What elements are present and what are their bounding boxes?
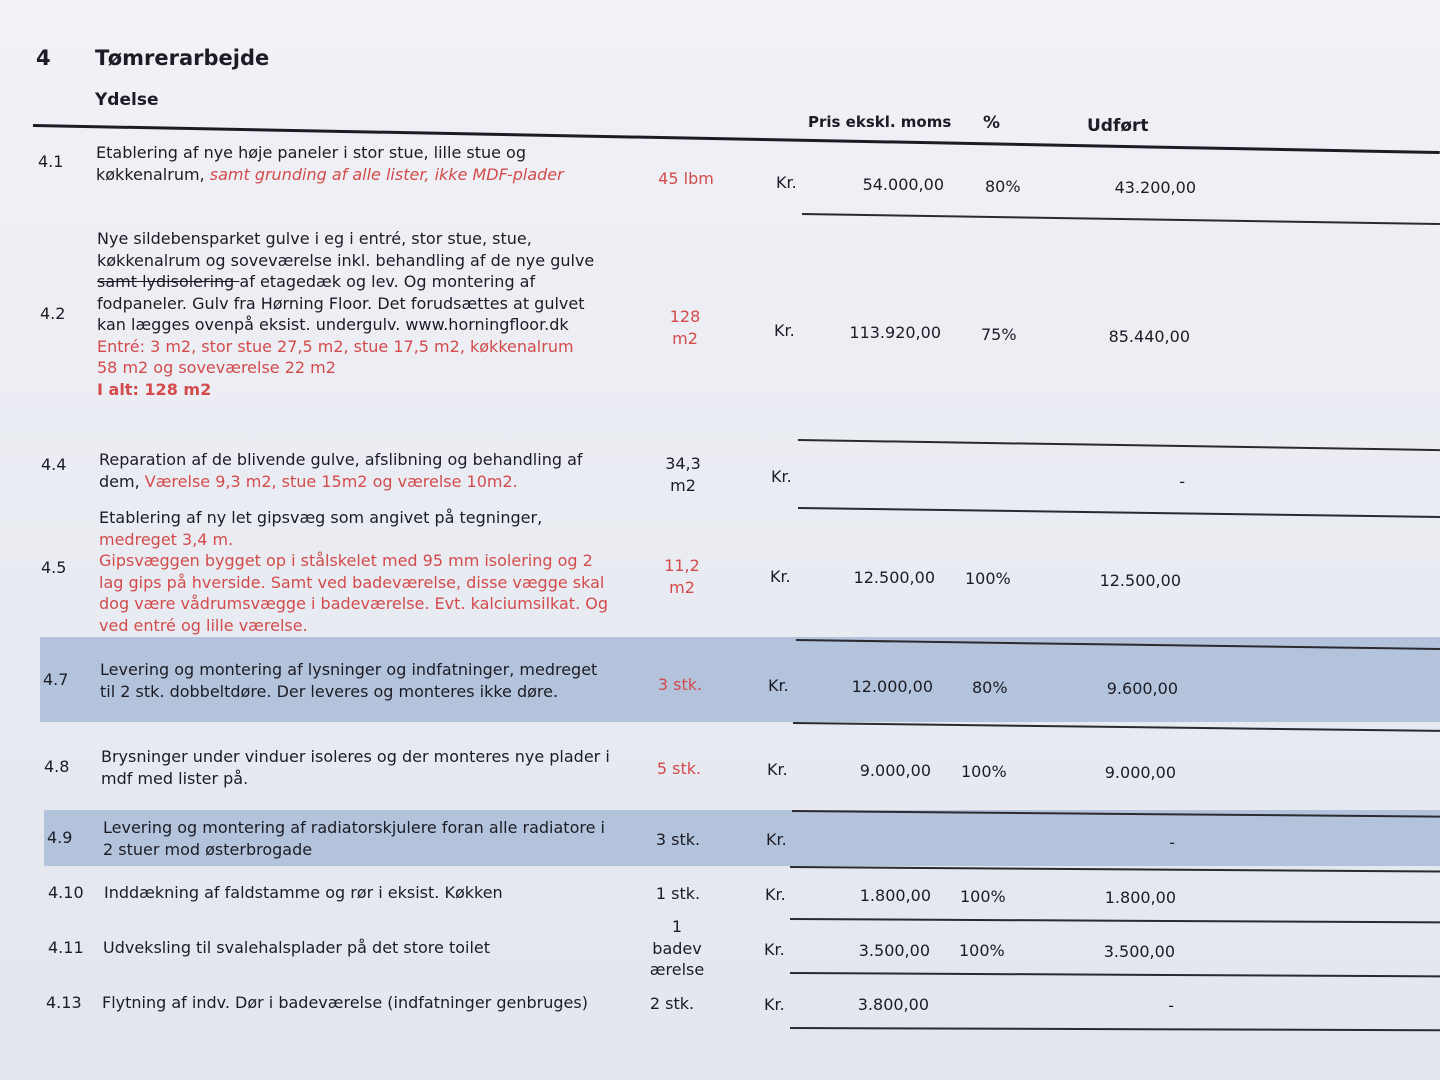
item-completed: 85.440,00 <box>1108 327 1190 346</box>
currency-label: Kr. <box>764 940 785 959</box>
item-quantity: 1 stk. <box>655 884 701 903</box>
row-divider <box>802 213 1440 225</box>
item-description: Etablering af nye høje paneler i stor stue, lille stue og køkkenalrum, samt grunding af alle lister, ikke MDF-plader <box>96 143 564 184</box>
row-divider <box>790 1027 1440 1031</box>
item-price: 12.500,00 <box>853 568 935 587</box>
row-divider <box>790 866 1440 873</box>
item-completed: - <box>1168 996 1174 1015</box>
item-completed: 9.000,00 <box>1104 763 1176 782</box>
item-percent: 80% <box>972 678 1008 697</box>
item-quantity: 2 stk. <box>649 994 695 1013</box>
item-price: 12.000,00 <box>851 677 933 696</box>
item-quantity: 5 stk. <box>656 759 702 778</box>
item-quantity: 34,3 m2 <box>665 454 701 495</box>
currency-label: Kr. <box>774 321 795 340</box>
item-quantity: 45 lbm <box>658 169 714 188</box>
item-number: 4.8 <box>44 757 70 776</box>
currency-label: Kr. <box>766 830 787 849</box>
item-price: 9.000,00 <box>859 761 931 780</box>
item-description: Nye sildebensparket gulve i eg i entré, stor stue, stue, køkkenalrum og soveværelse inkl. behandling af de nye gulve samt lydisolering af etagedæk og lev. Og montering af fodpaneler. Gulv fra Hørning Floor. Det forudsættes at gulvet kan lægges ovenpå eksist. undergulv. www.horningfloor.dk Entré: 3 m2, stor stue 27,5 m2, stue 17,5 m2, køkkenalrum 58 m2 og soveværelse 22 m2 I alt: 128 m2 <box>97 229 595 399</box>
currency-label: Kr. <box>765 885 786 904</box>
item-quantity: 1 badev ærelse <box>649 917 705 976</box>
item-completed: 3.500,00 <box>1103 942 1175 961</box>
currency-label: Kr. <box>771 467 792 486</box>
item-price: 3.500,00 <box>858 941 930 960</box>
item-number: 4.1 <box>38 152 64 171</box>
item-price: 1.800,00 <box>859 886 931 905</box>
row-divider <box>798 439 1440 451</box>
item-number: 4.10 <box>48 883 84 902</box>
item-number: 4.9 <box>47 828 73 847</box>
item-price: 113.920,00 <box>849 323 941 342</box>
row-divider <box>790 918 1440 923</box>
row-divider <box>798 507 1440 518</box>
currency-label: Kr. <box>764 995 785 1014</box>
currency-label: Kr. <box>770 567 791 586</box>
currency-label: Kr. <box>776 173 797 192</box>
item-percent: 80% <box>985 177 1021 196</box>
column-header-percent: % <box>983 113 1001 133</box>
item-completed: - <box>1179 472 1185 491</box>
item-number: 4.13 <box>46 993 82 1012</box>
item-description: Etablering af ny let gipsvæg som angivet på tegninger, medreget 3,4 m. Gipsvæggen bygget op i stålskelet med 95 mm isolering og 2 lag gips på hverside. Samt ved badeværelse, disse vægge skal dog være vådrumsvægge i badeværelse. Evt. kalciumsilkat. Og ved entré og lille værelse. <box>99 508 608 635</box>
item-description: Reparation af de blivende gulve, afslibning og behandling af dem, Værelse 9,3 m2, stue 15m2 og værelse 10m2. <box>99 450 583 491</box>
item-number: 4.5 <box>41 558 67 577</box>
column-header-ydelse: Ydelse <box>95 90 159 110</box>
column-header-price: Pris ekskl. moms <box>808 113 952 131</box>
item-number: 4.7 <box>43 670 69 689</box>
item-description: Inddækning af faldstamme og rør i eksist. Køkken <box>104 883 503 902</box>
item-percent: 100% <box>960 887 1006 906</box>
item-description: Levering og montering af lysninger og indfatninger, medreget til 2 stk. dobbeltdøre. Der leveres og monteres ikke døre. <box>100 660 598 701</box>
item-completed: 43.200,00 <box>1114 178 1196 197</box>
item-percent: 100% <box>965 569 1011 588</box>
currency-label: Kr. <box>767 760 788 779</box>
item-description: Levering og montering af radiatorskjulere foran alle radiatore i 2 stuer mod østerbrogade <box>103 818 605 859</box>
item-description: Udveksling til svalehalsplader på det store toilet <box>103 938 491 957</box>
item-quantity: 11,2 m2 <box>664 556 700 597</box>
row-divider <box>793 722 1440 732</box>
item-description: Flytning af indv. Dør i badeværelse (indfatninger genbruges) <box>102 993 588 1012</box>
item-completed: 12.500,00 <box>1099 571 1181 590</box>
item-quantity: 128 m2 <box>669 307 701 348</box>
item-price: 54.000,00 <box>862 175 944 194</box>
item-quantity: 3 stk. <box>657 675 703 694</box>
section-title: Tømrerarbejde <box>95 46 270 70</box>
item-percent: 100% <box>961 762 1007 781</box>
item-percent: 75% <box>981 325 1017 344</box>
item-completed: 1.800,00 <box>1104 888 1176 907</box>
item-completed: - <box>1169 833 1175 852</box>
item-percent: 100% <box>959 941 1005 960</box>
item-description: Brysninger under vinduer isoleres og der monteres nye plader i mdf med lister på. <box>101 747 610 788</box>
item-number: 4.11 <box>48 938 84 957</box>
item-number: 4.4 <box>41 455 67 474</box>
item-price: 3.800,00 <box>857 995 929 1014</box>
row-divider <box>790 972 1440 977</box>
column-header-completed: Udført <box>1087 116 1149 136</box>
section-number: 4 <box>36 46 51 70</box>
currency-label: Kr. <box>768 676 789 695</box>
item-quantity: 3 stk. <box>655 830 701 849</box>
item-completed: 9.600,00 <box>1106 679 1178 698</box>
item-number: 4.2 <box>40 304 66 323</box>
